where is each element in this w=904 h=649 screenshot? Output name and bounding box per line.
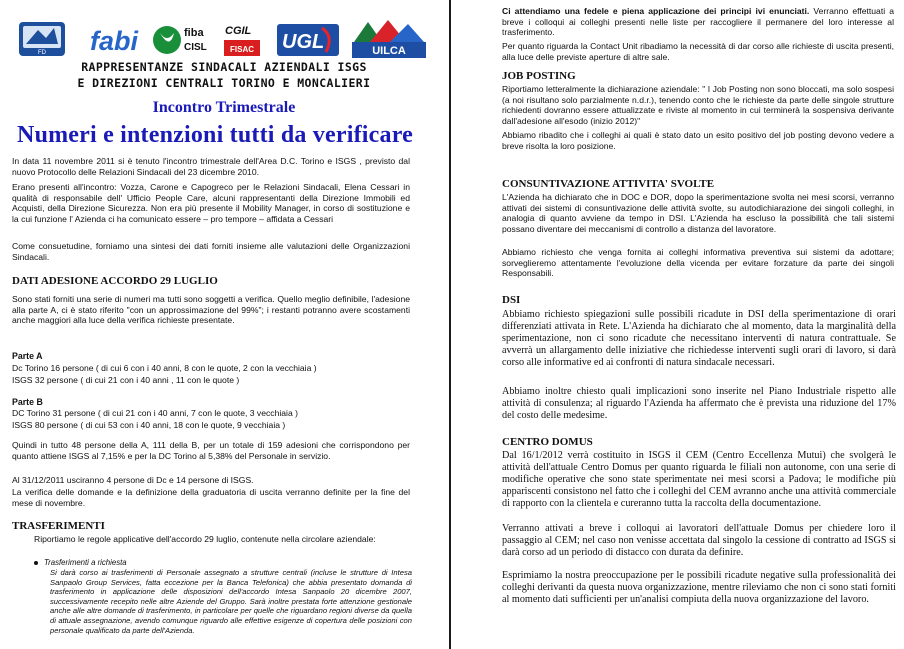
header-line-1: RAPPRESENTANZE SINDACALI AZIENDALI ISGS bbox=[81, 60, 367, 74]
svg-text:CGIL: CGIL bbox=[225, 25, 252, 37]
right-column bbox=[452, 0, 904, 649]
bullet-trasferimenti-a-richiesta bbox=[34, 558, 127, 567]
parte-a-line-2: ISGS 32 persone ( di cui 21 con i 40 anni , 11 con le quote ) bbox=[12, 375, 240, 385]
trasferimenti-bold-lead: Ci attendiamo una fedele e piena applicazione dei principi ivi enunciati. bbox=[502, 6, 810, 16]
consuntivazione-paragraph-1: L'Azienda ha dichiarato che in DOC e DOR, dopo la sperimentazione svolta nei mesi scorsi, verranno attivati dei sistemi di consuntivazione delle attività svolte, su autodichiarazione dei singoli colleghi, in analogia di quanto avviene da tempo in DSI. L'Azienda ha escluso la possibilità che tali sistemi possano diventare dei meccanismi di controllo a distanza del lavoratore. bbox=[502, 192, 894, 235]
intro-paragraph-1: In data 11 novembre 2011 si è tenuto l'incontro trimestrale dell'Area D.C. Torino e ISGS , previsto dal nuovo Protocollo delle Relazioni Sindacali del 23 dicembre 2010. bbox=[12, 156, 410, 177]
svg-text:FISAC: FISAC bbox=[230, 45, 254, 54]
contact-unit-paragraph: Per quanto riguarda la Contact Unit ribadiamo la necessità di dar corso alle richieste di uscita presenti, alla luce delle previste aperture di altre sale. bbox=[502, 41, 894, 62]
fabi-logo bbox=[88, 18, 148, 60]
trasferimenti-continued-text: Verranno effettuati a breve i colloqui ai colleghi presenti nelle liste per raccogliere il permanere del loro interesse al trasferimento. bbox=[502, 6, 894, 38]
job-posting-paragraph-2: Abbiamo ribadito che i colleghi ai quali è stato dato un esito positivo del job posting devono vedere a breve risolta la loro posizione. bbox=[502, 130, 894, 151]
bullet-dot-icon bbox=[34, 561, 38, 565]
parte-b-line-1: DC Torino 31 persone ( di cui 21 con i 40 anni, 7 con le quote, 3 vecchiaia ) bbox=[12, 408, 298, 418]
dsi-paragraph-2: Abbiamo inoltre chiesto quali implicazioni sono inserite nel Piano Industriale rispetto alle attività di consulenza; al riguardo l'Azienda ha affermato che è prevista una riduzione del 17% del costo delle medesime. bbox=[502, 386, 896, 422]
centro-domus-paragraph-1: Dal 16/1/2012 verrà costituito in ISGS il CEM (Centro Eccellenza Mutui) che svolgerà le attività dell'attuale Centro Domus per quanto riguarda le filiali non autonome, con una serie di modifiche operative che sono state sperimentate nei mesi scorsi a Padova; le modifiche più appariscenti consistono nel fatto che i colleghi del CEM avranno anche una attività commerciale di rapporto con la clientela e cureranno tutta la raccolta della documentazione. bbox=[502, 450, 896, 510]
trasferimenti-italic-text: Si darà corso ai trasferimenti di Personale assegnato a strutture centrali (incluse le strutture di Intesa Sanpaolo Group Services, fatta eccezione per la Banca Telefonica) che abbia presentato domanda di trasferimento in applicazione delle disposizioni dell'accordo Intesa Sanpaolo 20 dicembre 2007, successivamente recepito nelle altre Aziende del Gruppo. Sarà inoltre prestata forte attenzione gestionale anche alle altre domande di trasferimento, in particolare per quelle che riguardano regioni diverse da quella di attuale assegnazione, avendo comunque riguardo alle effettive esigenze di copertura delle posizioni con personale qualificato da parte dell'Azienda. bbox=[50, 568, 412, 635]
parte-b-line-2: ISGS 80 persone ( di cui 53 con i 40 anni, 18 con le quote, 9 vecchiaia ) bbox=[12, 420, 286, 430]
svg-text:UGL: UGL bbox=[282, 31, 325, 53]
section-title-centro-domus: CENTRO DOMUS bbox=[502, 436, 593, 448]
svg-text:CISL: CISL bbox=[184, 42, 207, 53]
centro-domus-paragraph-3: Esprimiamo la nostra preoccupazione per le possibili ricadute negative sulla professionalità dei colleghi derivanti da questa nuova organizzazione, mentre rileviamo che non ci sono stati forniti al momento dati sufficienti per un'analisi compiuta della nuova organizzazione del lavoro. bbox=[502, 570, 896, 606]
parte-a-line-1: Dc Torino 16 persone ( di cui 6 con i 40 anni, 8 con le quote, 2 con la vecchiaia ) bbox=[12, 363, 317, 373]
section-title-dsi: DSI bbox=[502, 294, 521, 306]
page-subtitle: Incontro Trimestrale bbox=[152, 99, 296, 116]
dsi-paragraph-1: Abbiamo richiesto spiegazioni sulle possibili ricadute in DSI della sperimentazione di orari differenziati attivata in Rete. L'Azienda ha dichiarato che al momento, data la marginalità della sperimentazione, non ci sono ricadute che necessitano interventi di natura contrattuale. Se avverrà un allargamento delle iniziative che richiedesse interventi sugli orari di lavoro, si darà corso alle informative ed ai confronti di natura sindacale necessari. bbox=[502, 309, 896, 369]
fiba-cisl-logo bbox=[152, 18, 214, 60]
union-logos bbox=[18, 18, 430, 60]
parte-a-title: Parte A bbox=[12, 351, 43, 361]
intro-paragraph-2: Erano presenti all'incontro: Vozza, Carone e Capogreco per le Relazioni Sindacali, Elena Cessari in qualità di responsabile dell' Ufficio People Care, alcuni rappresentanti della Direzione Immobili ed Acquisti, della Direzione Sicurezza. Non era più presente il Mobility Manager, in corso di sostituzione e la cui funzione l' Azienda ci ha comunicato essere – pro tempore – affidata a Cessari bbox=[12, 182, 410, 225]
column-divider bbox=[449, 0, 451, 649]
svg-text:fiba: fiba bbox=[184, 27, 204, 39]
sinfub-logo bbox=[18, 18, 66, 60]
job-posting-paragraph-1: Riportiamo letteralmente la dichiarazione aziendale: " I Job Posting non sono bloccati, ma solo sospesi (a noi risultano solo parzialmente n.d.r.), tenendo conto che le richieste da parte delle singole strutture richiedenti dovranno essere attualizzate e riviste al momento in cui terminerà la sospensiva derivante dall'adesione all'esodo (inizio 2012)" bbox=[502, 84, 894, 127]
left-column bbox=[0, 0, 448, 649]
page-title: Numeri e intenzioni tutti da verificare bbox=[17, 122, 413, 148]
bullet-label: Trasferimenti a richiesta bbox=[44, 558, 127, 567]
section-title-job-posting: JOB POSTING bbox=[502, 70, 576, 82]
section-title-trasferimenti: TRASFERIMENTI bbox=[12, 520, 105, 532]
adesione-paragraph-3: Al 31/12/2011 usciranno 4 persone di Dc e 14 persone di ISGS. bbox=[12, 475, 254, 485]
cgil-fisac-logo bbox=[223, 18, 261, 60]
trasferimenti-paragraph-1: Riportiamo le regole applicative dell'accordo 29 luglio, contenute nella circolare aziendale: bbox=[34, 534, 376, 544]
header-line-2: E DIREZIONI CENTRALI TORINO E MONCALIERI bbox=[77, 76, 371, 90]
section-title-consuntivazione: CONSUNTIVAZIONE ATTIVITA' SVOLTE bbox=[502, 178, 715, 190]
adesione-paragraph-4: La verifica delle domande e la definizione della graduatoria di uscita verranno definite per la fine del mese di novembre. bbox=[12, 487, 410, 508]
uilca-logo bbox=[348, 18, 430, 60]
svg-text:UILCA: UILCA bbox=[372, 45, 406, 57]
adesione-paragraph-2: Quindi in tutto 48 persone della A, 111 della B, per un totale di 159 adesioni che corrispondono per quanto attiene ISGS al 7,15% e per la DC Torino al 5,38% del Personale in servizio. bbox=[12, 440, 410, 461]
adesione-paragraph-1: Sono stati forniti una serie di numeri ma tutti sono soggetti a verifica. Quello meglio definibile, l'adesione alla parte A, ci è stato riferito "con un approssimazione del 99%"; i restanti potranno avere scostamenti anche maggiori alla luce della verifica richieste presentate. bbox=[12, 294, 410, 326]
section-title-adesione: DATI ADESIONE ACCORDO 29 LUGLIO bbox=[12, 275, 218, 287]
centro-domus-paragraph-2: Verranno attivati a breve i colloqui ai lavoratori dell'attuale Domus per chiedere loro il passaggio al CEM; nel caso non venisse accettata dal singolo la cessione di contratto ad ISGS si darà corso ad un periodo di distacco con durata da definire. bbox=[502, 523, 896, 559]
trasferimenti-continued-paragraph bbox=[502, 6, 894, 38]
intro-paragraph-3: Come consuetudine, forniamo una sintesi dei dati forniti insieme alle valutazioni delle Organizzazioni Sindacali. bbox=[12, 241, 410, 262]
consuntivazione-paragraph-2: Abbiamo richiesto che venga fornita ai colleghi informativa preventiva sui sistemi da adottare; sorveglieremo attentamente l'evoluzione della vicenda per evitare forzature da parte dei singoli Responsabili. bbox=[502, 247, 894, 279]
svg-text:fabi: fabi bbox=[90, 26, 139, 56]
ugl-logo bbox=[276, 18, 340, 60]
svg-text:FD: FD bbox=[38, 50, 46, 56]
parte-b-title: Parte B bbox=[12, 397, 43, 407]
